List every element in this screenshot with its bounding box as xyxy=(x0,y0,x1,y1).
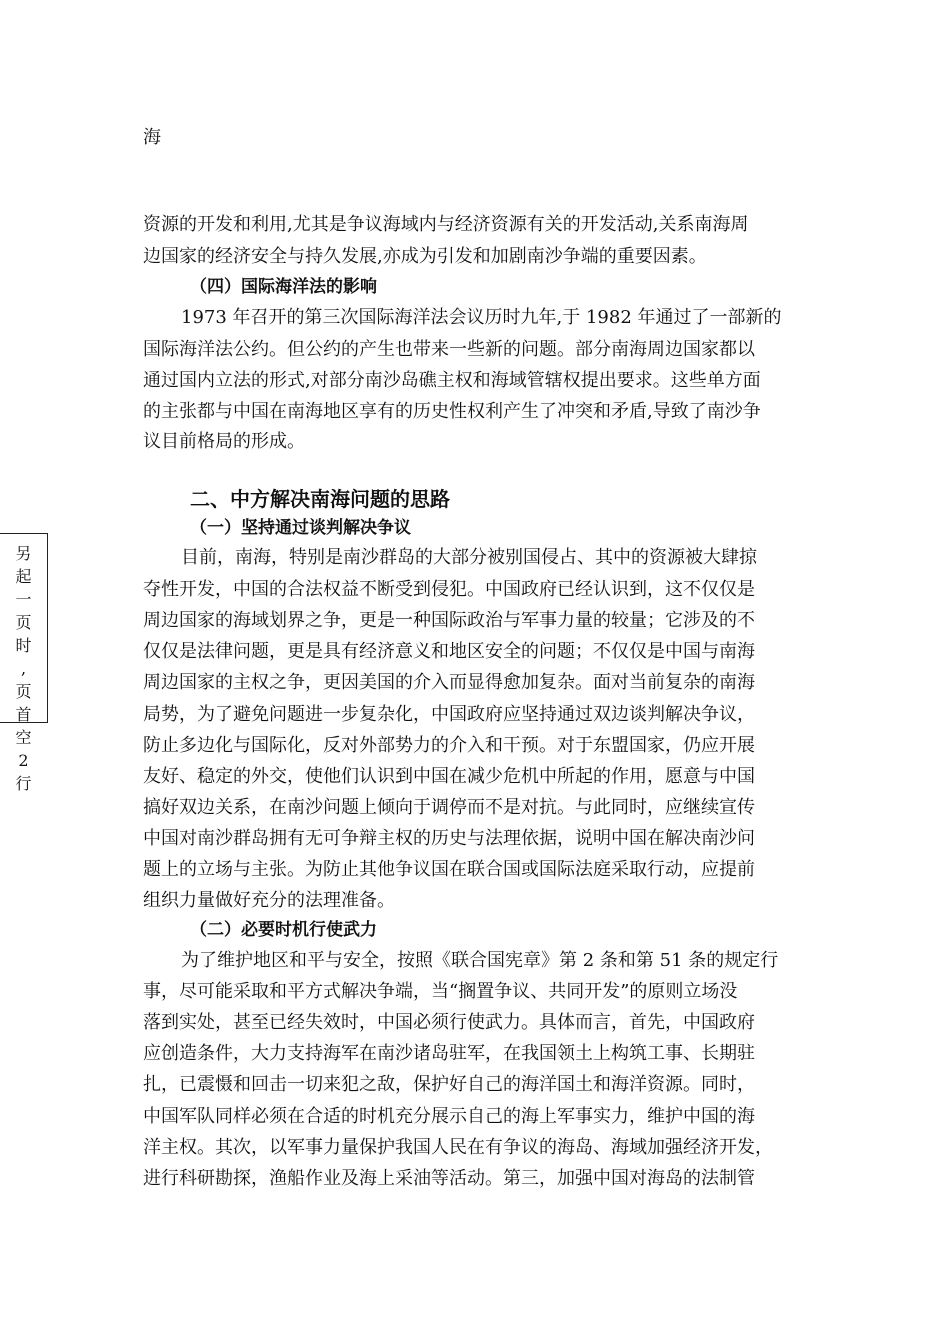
paragraph-line: 进行科研勘探，渔船作业及海上采油等活动。第三，加强中国对海岛的法制管 xyxy=(143,1168,755,1189)
paragraph-line: 洋主权。其次，以军事力量保护我国人民在有争议的海岛、海域加强经济开发， xyxy=(143,1137,773,1158)
margin-note-box xyxy=(0,533,48,793)
section-heading-4: （四）国际海洋法的影响 xyxy=(190,277,377,297)
paragraph-line: 周边国家的海域划界之争，更是一种国际政治与军事力量的较量；它涉及的不 xyxy=(143,610,755,631)
paragraph-line: 防止多边化与国际化，反对外部势力的介入和干预。对于东盟国家，仍应开展 xyxy=(143,735,755,756)
paragraph-line: 中国军队同样必须在合适的时机充分展示自己的海上军事实力，维护中国的海 xyxy=(143,1106,755,1127)
margin-note-char: , xyxy=(20,659,27,678)
margin-note-char: 一 xyxy=(15,590,32,609)
margin-note-char: 行 xyxy=(15,774,32,793)
paragraph-line: 组织力量做好充分的法理准备。 xyxy=(143,890,395,911)
paragraph-line: 局势，为了避免问题进一步复杂化，中国政府应坚持通过双边谈判解决争议， xyxy=(143,704,755,725)
paragraph-line: 边国家的经济安全与持久发展,亦成为引发和加剧南沙争端的重要因素。 xyxy=(143,246,707,267)
margin-note-char: 另 xyxy=(15,544,32,563)
paragraph-line: 扎，已震慑和回击一切来犯之敌，保护好自己的海洋国土和海洋资源。同时， xyxy=(143,1074,755,1095)
chapter-heading: 二、中方解决南海问题的思路 xyxy=(190,487,450,511)
margin-note-char: 2 xyxy=(18,751,29,770)
margin-note-char: 空 xyxy=(15,728,32,747)
paragraph-line: 搞好双边关系，在南沙问题上倾向于调停而不是对抗。与此同时，应继续宣传 xyxy=(143,797,755,818)
subsection-heading-1: （一）坚持通过谈判解决争议 xyxy=(190,518,411,538)
paragraph-line: 仅仅是法律问题，更是具有经济意义和地区安全的问题；不仅仅是中国与南海 xyxy=(143,641,755,662)
paragraph-line: 议目前格局的形成。 xyxy=(143,431,305,452)
paragraph-line: 通过国内立法的形式,对部分南沙岛礁主权和海域管辖权提出要求。这些单方面 xyxy=(143,370,761,391)
paragraph-line: 的主张都与中国在南海地区享有的历史性权利产生了冲突和矛盾,导致了南沙争 xyxy=(143,401,761,422)
paragraph-line: 题上的立场与主张。为防止其他争议国在联合国或国际法庭采取行动，应提前 xyxy=(143,859,755,880)
paragraph-line: 夺性开发，中国的合法权益不断受到侵犯。中国政府已经认识到，这不仅仅是 xyxy=(143,579,755,600)
margin-note-char: 页 xyxy=(15,682,32,701)
subsection-heading-2: （二）必要时机行使武力 xyxy=(190,920,377,940)
paragraph-line: 为了维护地区和平与安全，按照《联合国宪章》第 2 条和第 51 条的规定行 xyxy=(181,950,779,971)
top-fragment: 海 xyxy=(143,127,161,148)
margin-note-char: 起 xyxy=(15,567,32,586)
paragraph-line: 落到实处，甚至已经失效时，中国必须行使武力。具体而言，首先，中国政府 xyxy=(143,1012,755,1033)
paragraph-line: 友好、稳定的外交，使他们认识到中国在减少危机中所起的作用，愿意与中国 xyxy=(143,766,755,787)
paragraph-line: 事，尽可能采取和平方式解决争端，当“搁置争议、共同开发”的原则立场没 xyxy=(143,981,738,1002)
paragraph-line: 应创造条件，大力支持海军在南沙诸岛驻军，在我国领土上构筑工事、长期驻 xyxy=(143,1043,755,1064)
paragraph-line: 目前，南海，特别是南沙群岛的大部分被别国侵占、其中的资源被大肆掠 xyxy=(181,547,757,568)
margin-note-char: 时 xyxy=(15,636,32,655)
paragraph-line: 国际海洋法公约。但公约的产生也带来一些新的问题。部分南海周边国家都以 xyxy=(143,339,755,360)
paragraph-line: 周边国家的主权之争，更因美国的介入而显得愈加复杂。面对当前复杂的南海 xyxy=(143,672,755,693)
margin-note-char: 首 xyxy=(15,705,32,724)
paragraph-line: 资源的开发和利用,尤其是争议海域内与经济资源有关的开发活动,关系南海周 xyxy=(143,214,749,235)
paragraph-line: 1973 年召开的第三次国际海洋法会议历时九年,于 1982 年通过了一部新的 xyxy=(181,307,782,328)
paragraph-line: 中国对南沙群岛拥有无可争辩主权的历史与法理依据，说明中国在解决南沙问 xyxy=(143,828,755,849)
margin-note-char: 页 xyxy=(15,613,32,632)
